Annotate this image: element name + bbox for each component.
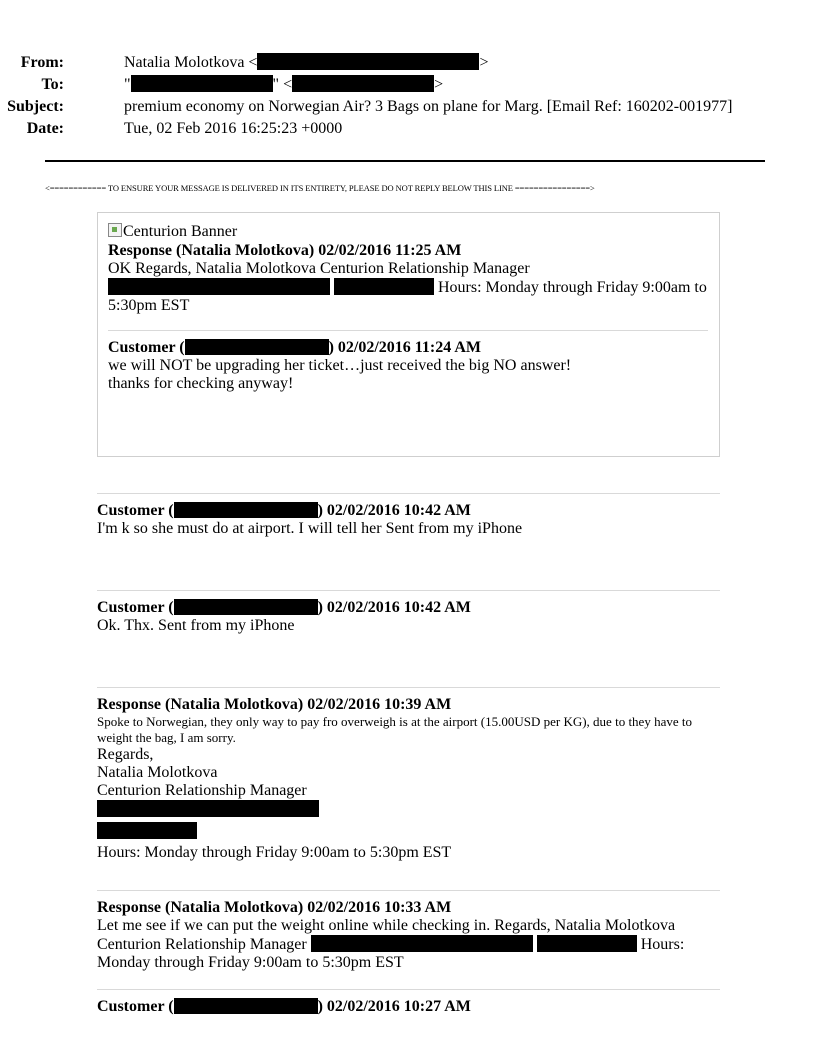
redaction-block (292, 75, 434, 92)
date-value: Tue, 02 Feb 2016 16:25:23 +0000 (124, 120, 343, 137)
redaction-block (185, 339, 329, 355)
redaction-block (97, 822, 197, 839)
redaction-block (311, 935, 533, 952)
redaction-block (97, 800, 319, 817)
banner-alt-text: Centurion Banner (123, 223, 238, 240)
message-line: Hours: Monday through Friday 9:00am to 5:30pm EST (97, 844, 452, 861)
subject-value: premium economy on Norwegian Air? 3 Bags on plane for Marg. [Email Ref: 160202-001977] (124, 98, 733, 115)
message-body (108, 260, 708, 315)
message-separator (97, 687, 720, 688)
message-body: I'm k so she must do at airport. I will tell her Sent from my iPhone (97, 520, 523, 537)
signature-redaction (97, 800, 720, 822)
message-line: Natalia Molotkova (97, 764, 218, 781)
message-separator (97, 590, 720, 591)
subject-label: Subject: (7, 98, 64, 115)
redaction-block (174, 502, 318, 518)
header-text: Customer ( (108, 339, 185, 356)
redaction-block (131, 75, 273, 92)
broken-image-icon (108, 223, 122, 237)
message-separator (97, 989, 720, 990)
message-line: we will NOT be upgrading her ticket…just received the big NO answer! (108, 357, 572, 374)
redaction-block (257, 53, 479, 70)
message-header (97, 599, 720, 617)
to-value (124, 75, 443, 95)
message-box (97, 212, 720, 457)
message-header: Response (Natalia Molotkova) 02/02/2016 10:39 AM (97, 696, 452, 713)
message-header (97, 502, 720, 520)
redaction-block (174, 599, 318, 615)
header-text: ) 02/02/2016 10:27 AM (317, 998, 471, 1015)
date-label: Date: (26, 120, 64, 137)
message-body (97, 917, 720, 972)
header-text: ) 02/02/2016 10:42 AM (317, 599, 471, 616)
message-separator (108, 330, 708, 331)
redaction-block (108, 278, 330, 295)
reply-notice: <============ TO ENSURE YOUR MESSAGE IS DELIVERED IN ITS ENTIRETY, PLEASE DO NOT REPLY BELOW THIS LINE ================> (45, 183, 595, 193)
redaction-block (334, 278, 434, 295)
message-item (97, 696, 720, 862)
header-text: Customer ( (97, 998, 174, 1015)
from-value (124, 53, 488, 73)
from-name: Natalia Molotkova < (124, 54, 258, 71)
message-text: Hours: Monday through Friday 9:00am to 5:30pm EST (108, 279, 707, 314)
message-line: thanks for checking anyway! (108, 375, 294, 392)
from-label: From: (20, 54, 64, 71)
header-text: ) 02/02/2016 11:24 AM (328, 339, 482, 356)
header-divider (45, 160, 765, 162)
to-open: " (124, 76, 131, 93)
banner (108, 223, 237, 241)
header-text: Customer ( (97, 502, 174, 519)
message-separator (97, 890, 720, 891)
signature-redaction (97, 822, 720, 844)
message-item (97, 899, 720, 972)
message-line: Regards, (97, 746, 154, 763)
message-header: Response (Natalia Molotkova) 02/02/2016 10:33 AM (97, 899, 452, 916)
message-header (97, 998, 720, 1016)
message-header (108, 339, 708, 357)
message-header: Response (Natalia Molotkova) 02/02/2016 11:25 AM (108, 242, 462, 259)
message-text: OK Regards, Natalia Molotkova Centurion Relationship Manager (108, 260, 530, 277)
message-body: Spoke to Norwegian, they only way to pay fro overweigh is at the airport (15.00USD per KG), due to they have to weight the bag, I am sorry. (97, 714, 692, 745)
to-mid: " < (272, 76, 293, 93)
message-line: Centurion Relationship Manager (97, 782, 307, 799)
redaction-block (174, 998, 318, 1014)
to-label: To: (41, 76, 64, 93)
header-text: Customer ( (97, 599, 174, 616)
header-text: ) 02/02/2016 10:42 AM (317, 502, 471, 519)
from-close: > (479, 54, 489, 71)
message-text: Let me see if we can put the weight online while checking in. Regards, Natalia Molotkova Centurion Relationship Manager (97, 917, 676, 953)
message-separator (97, 493, 720, 494)
message-item (97, 599, 720, 635)
message-body: Ok. Thx. Sent from my iPhone (97, 617, 295, 634)
redaction-block (537, 935, 637, 952)
message-item (108, 339, 708, 393)
to-close: > (434, 76, 444, 93)
message-text: Hours: Monday through Friday 9:00am to 5:30pm EST (97, 936, 685, 971)
message-item (97, 998, 720, 1016)
message-item (108, 242, 708, 315)
message-item (97, 502, 720, 538)
